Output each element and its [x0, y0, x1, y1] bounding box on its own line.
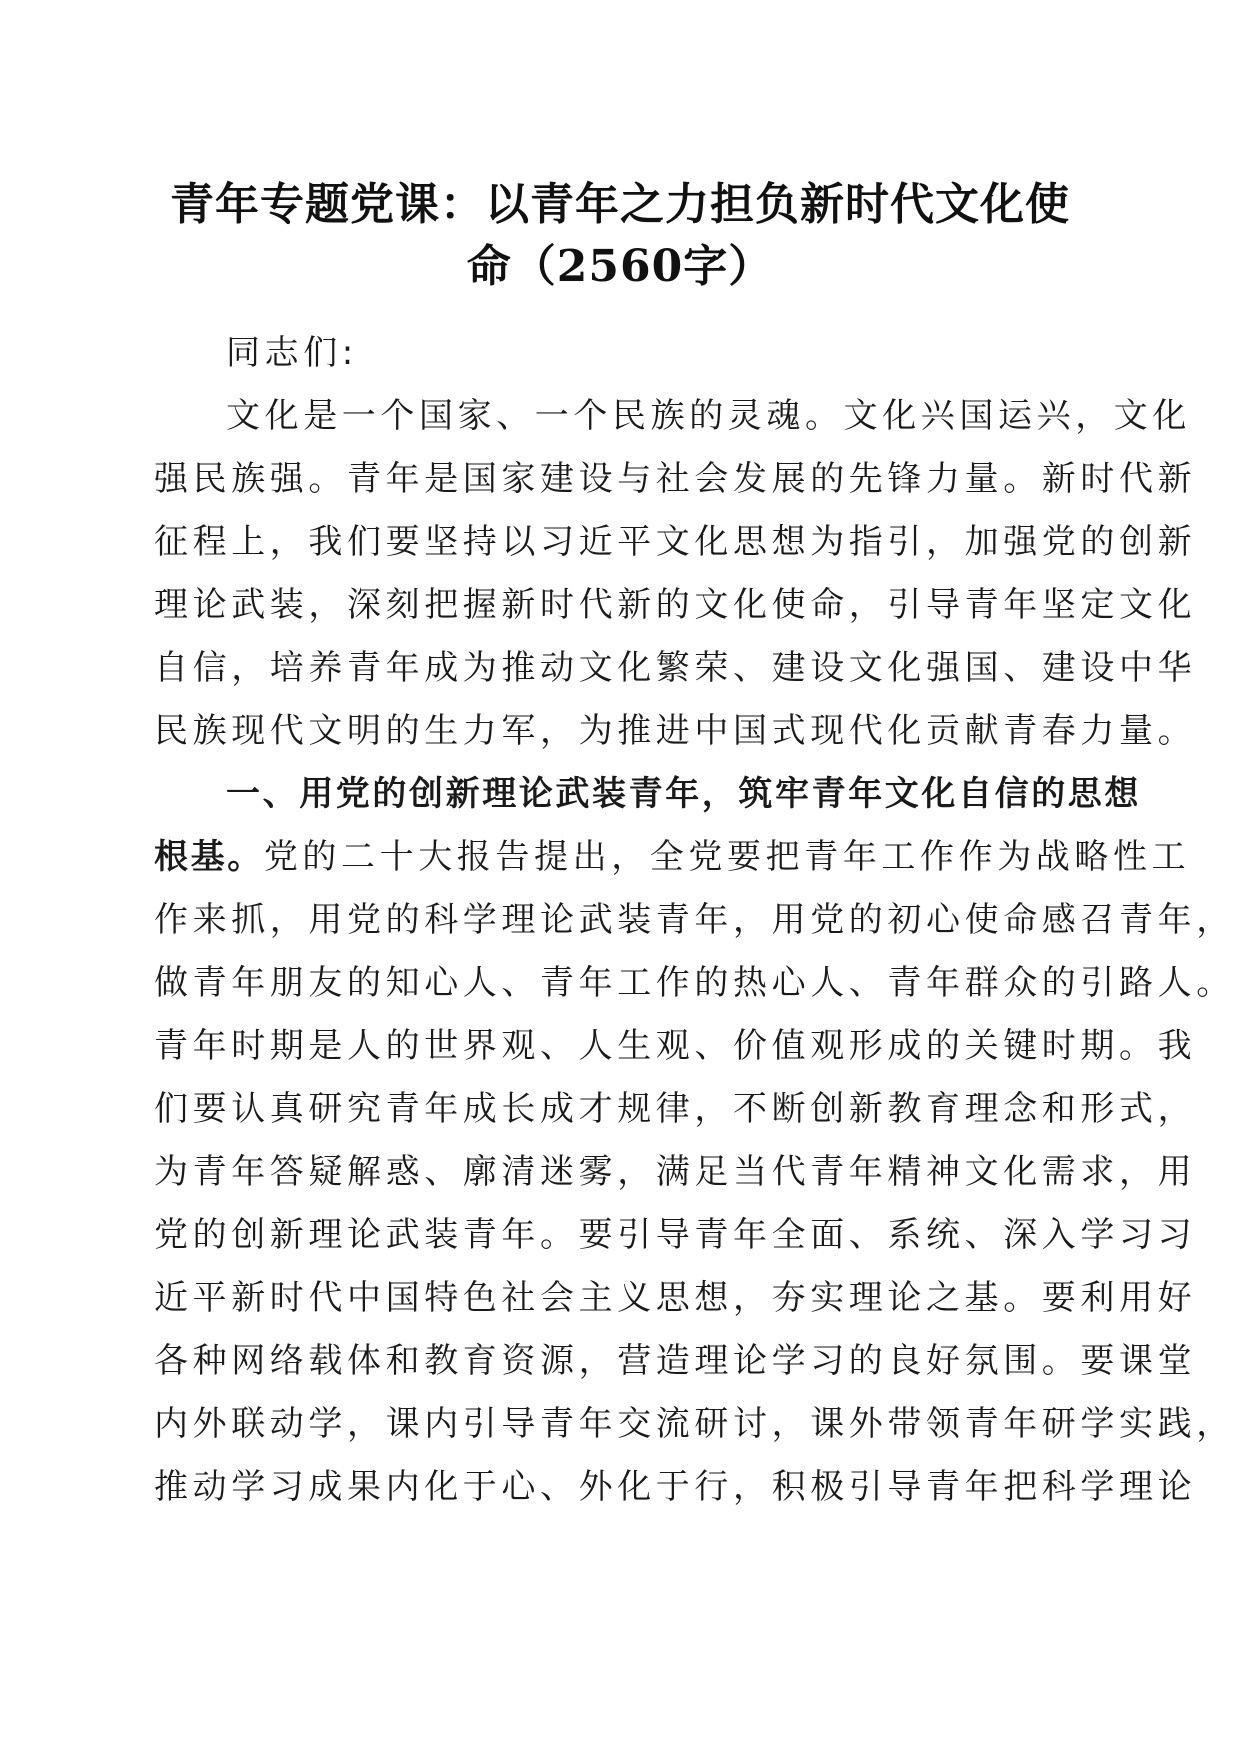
- title-line-2: 命（2560字）: [466, 241, 774, 292]
- section-1-line: 推动学习成果内化于心、外化于行，积极引导青年把科学理论: [154, 1467, 1197, 1507]
- intro-line: 自信，培养青年成为推动文化繁荣、建设文化强国、建设中华: [154, 648, 1197, 688]
- section-1-heading-end: 根基。: [154, 837, 264, 877]
- document-body: [154, 322, 1235, 1519]
- section-1-line: 各种网络载体和教育资源，营造理论学习的良好氛围。要课堂: [154, 1341, 1197, 1381]
- section-1-line: 们要认真研究青年成长成才规律，不断创新教育理念和形式，: [154, 1089, 1197, 1129]
- document-title: [140, 174, 1100, 298]
- intro-line: 文化是一个国家、一个民族的灵魂。文化兴国运兴，文化: [226, 396, 1191, 436]
- intro-line: 理论武装，深刻把握新时代新的文化使命，引导青年坚定文化: [154, 585, 1197, 625]
- section-1-text-start: 党的二十大报告提出，全党要把青年工作作为战略性工: [263, 837, 1191, 877]
- section-1-heading: 一、用党的创新理论武装青年，筑牢青年文化自信的思想: [226, 774, 1141, 814]
- salutation: 同志们:: [226, 333, 358, 373]
- title-line-1: 青年专题党课：以青年之力担负新时代文化使: [170, 179, 1070, 230]
- section-1-line: 党的创新理论武装青年。要引导青年全面、系统、深入学习习: [154, 1215, 1197, 1255]
- section-1-line: 为青年答疑解惑、廓清迷雾，满足当代青年精神文化需求，用: [154, 1152, 1197, 1192]
- intro-line: 强民族强。青年是国家建设与社会发展的先锋力量。新时代新: [154, 459, 1197, 499]
- section-1-line: 作来抓，用党的科学理论武装青年，用党的初心使命感召青年，: [154, 900, 1235, 940]
- section-1-line: 青年时期是人的世界观、人生观、价值观形成的关键时期。我: [154, 1026, 1197, 1066]
- section-1-line: 内外联动学，课内引导青年交流研讨，课外带领青年研学实践，: [154, 1404, 1235, 1444]
- section-1-heading-continuation: [154, 826, 1191, 889]
- section-1-line: 做青年朋友的知心人、青年工作的热心人、青年群众的引路人。: [154, 963, 1235, 1003]
- intro-line: 民族现代文明的生力军，为推进中国式现代化贡献青春力量。: [154, 711, 1197, 751]
- section-1-line: 近平新时代中国特色社会主义思想，夯实理论之基。要利用好: [154, 1278, 1197, 1318]
- intro-line: 征程上，我们要坚持以习近平文化思想为指引，加强党的创新: [154, 522, 1197, 562]
